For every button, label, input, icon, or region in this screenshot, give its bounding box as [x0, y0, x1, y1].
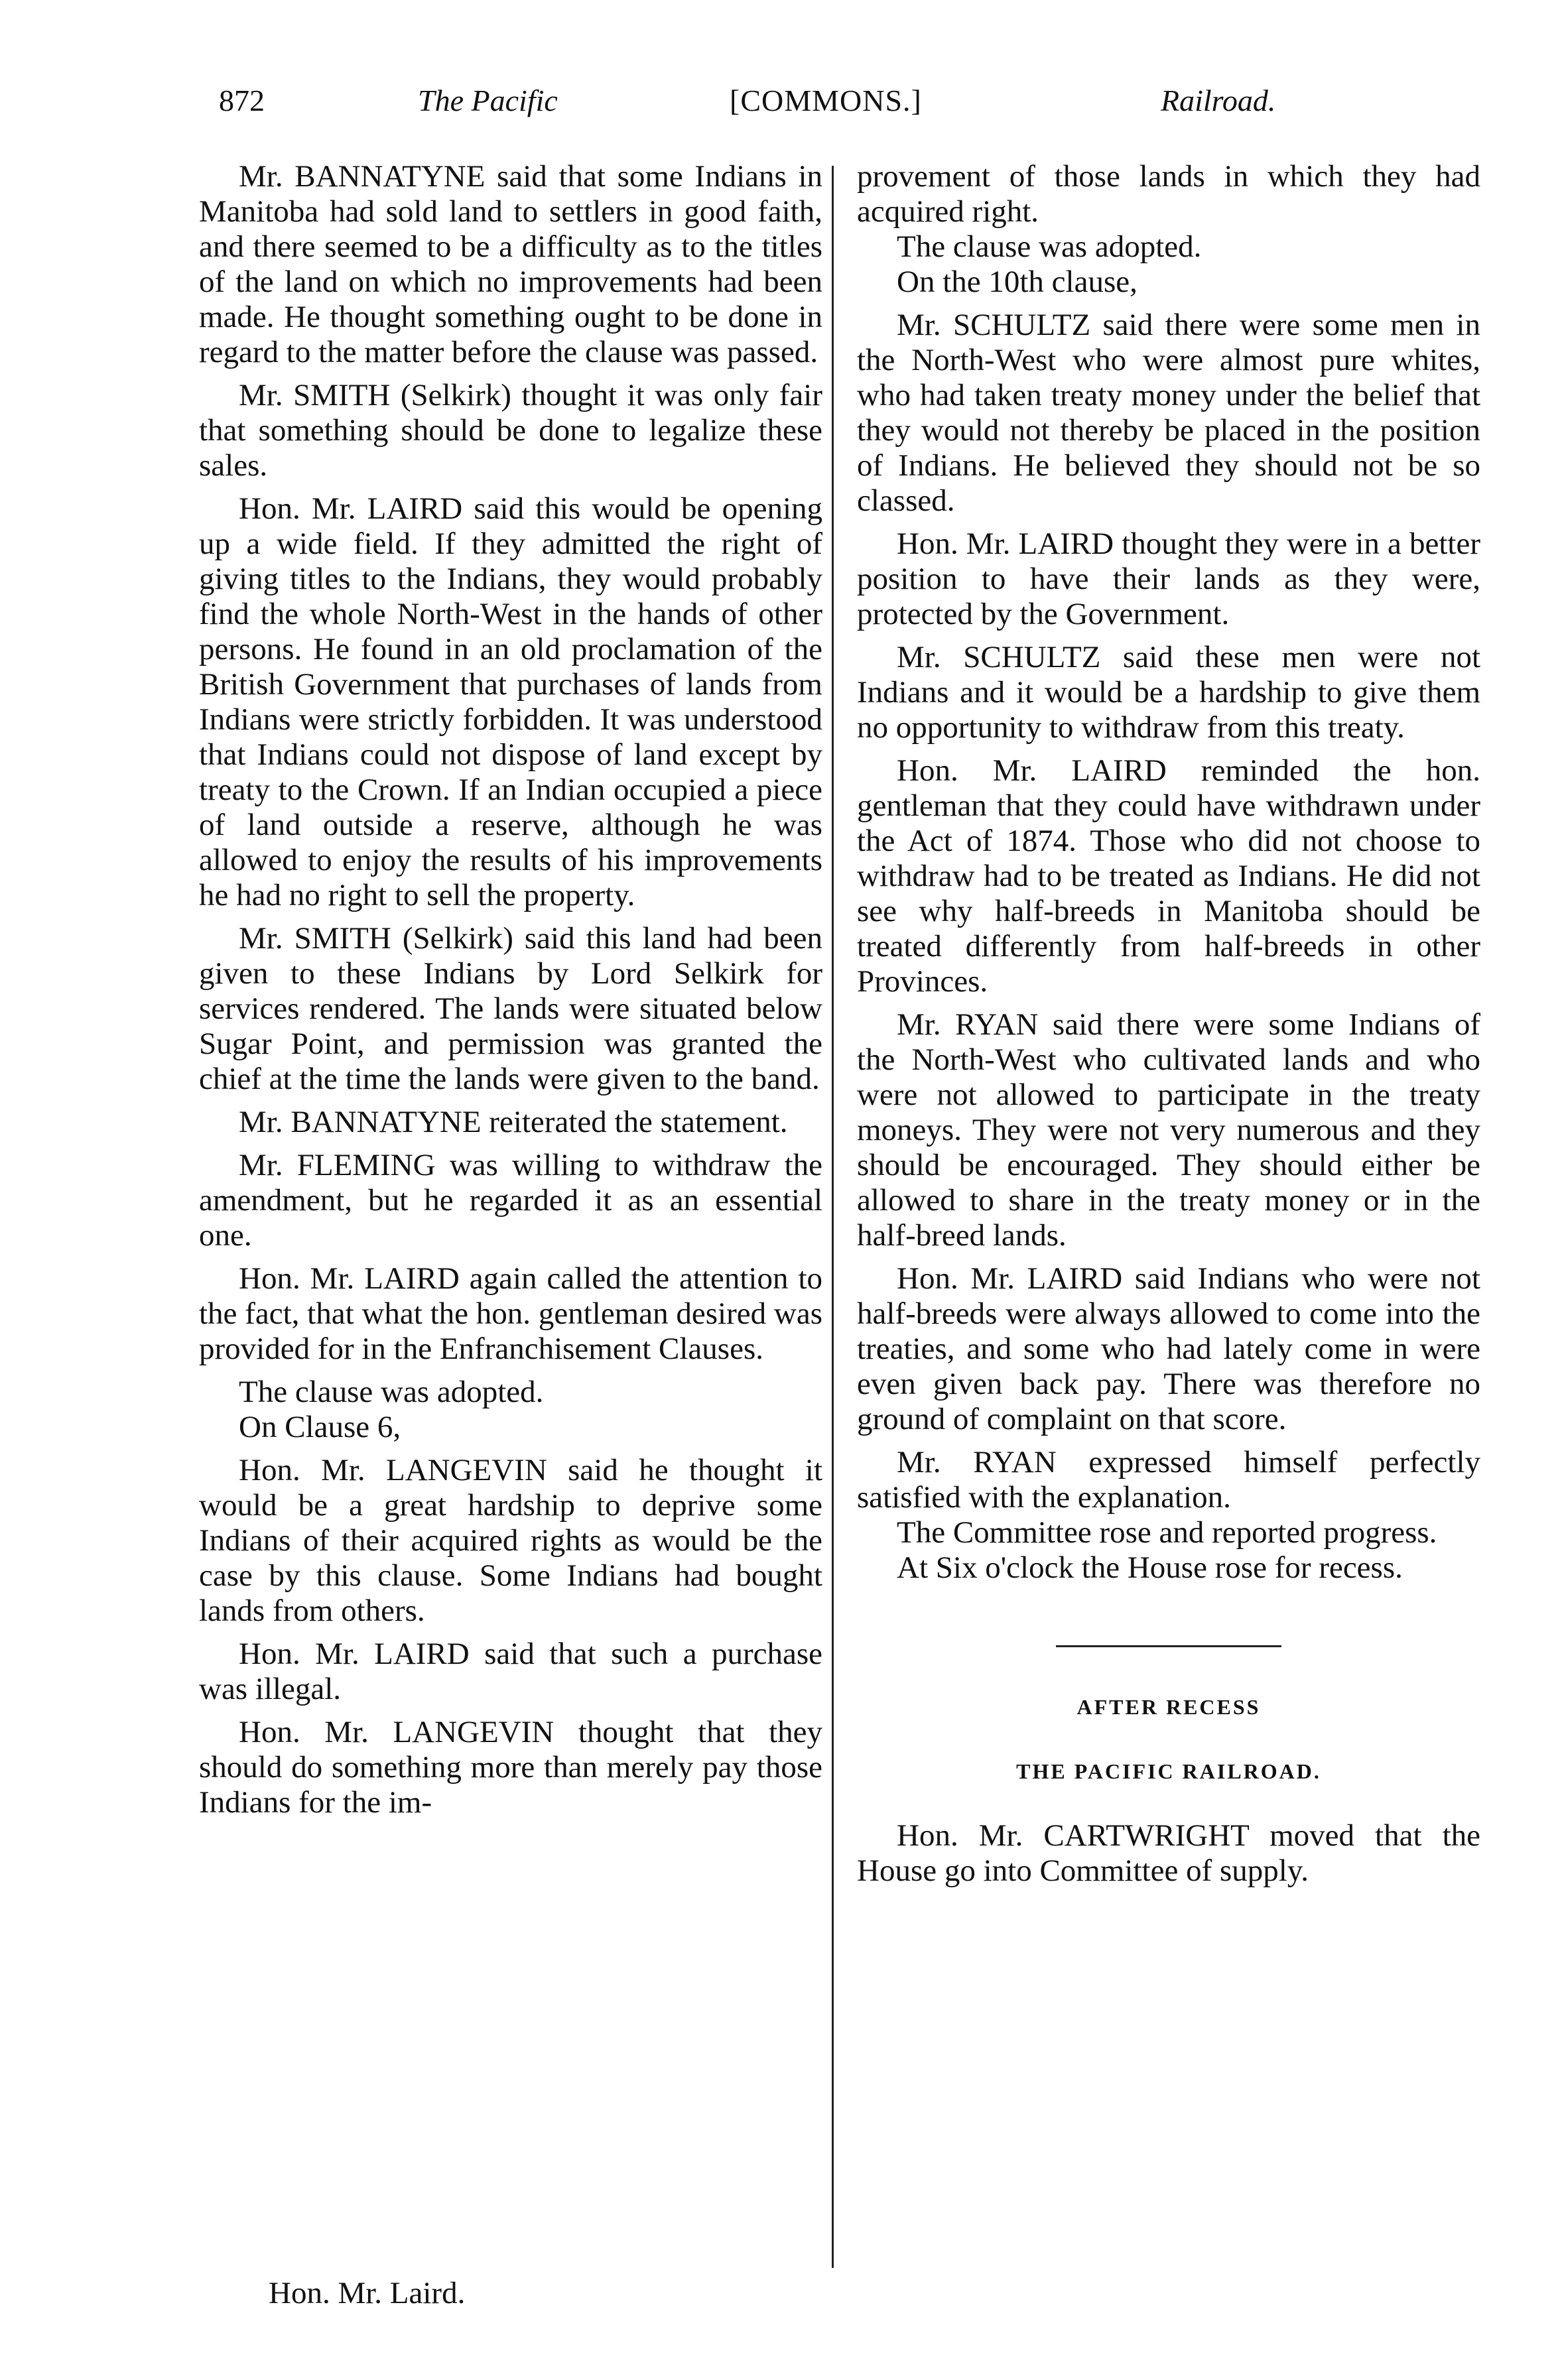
paragraph: Mr. SMITH (Selkirk) said this land had been given to these Indians by Lord Selkirk for services rendered. The lands were situated below Sugar Point, and permission was granted the chief at the time the lands were given to the band. — [199, 921, 822, 1096]
paragraph: Mr. SMITH (Selkirk) thought it was only fair that something should be done to legalize these sales. — [199, 378, 822, 483]
paragraph: Hon. Mr. LAIRD said this would be opening up a wide field. If they admitted the right of giving titles to the Indians, they would probably find the whole North-West in the hands of other persons. He found in an old proclamation of the British Government that purchases of lands from Indians were strictly forbidden. It was understood that Indians could not dispose of land except by treaty to the Crown. If an Indian occupied a piece of land outside a reserve, although he was allowed to enjoy the results of his improvements he had no right to sell the property. — [199, 491, 822, 912]
paragraph: Mr. RYAN said there were some Indians of the North-West who cultivated lands and who were not allowed to participate in the treaty moneys. They were not very numerous and they should be encouraged. They should either be allowed to share in the treaty money or in the half-breed lands. — [857, 1007, 1480, 1253]
header-right-title: Railroad. — [1161, 84, 1276, 117]
left-column — [199, 159, 822, 1828]
paragraph: Hon. Mr. CARTWRIGHT moved that the House go into Committee of supply. — [857, 1818, 1480, 1888]
paragraph: The clause was adopted. — [239, 1375, 544, 1409]
paragraph: Mr. SCHULTZ said there were some men in the North-West who were almost pure whites, who had taken treaty money under the belief that they would not thereby be placed in the position of Indians. He believed they should not be so classed. — [857, 308, 1480, 518]
paragraph: At Six o'clock the House rose for recess. — [897, 1550, 1403, 1585]
paragraph: Hon. Mr. LAIRD said that such a purchase was illegal. — [199, 1637, 822, 1706]
paragraph: Mr. FLEMING was willing to withdraw the amendment, but he regarded it as an essential one. — [199, 1148, 822, 1253]
right-column — [857, 159, 1480, 1897]
paragraph: The Committee rose and reported progress. — [897, 1515, 1437, 1550]
paragraph: provement of those lands in which they had acquired right. — [857, 159, 1480, 229]
paragraph: Hon. Mr. LAIRD thought they were in a better position to have their lands as they were, protected by the Government. — [857, 527, 1480, 631]
header-center-title: [COMMONS.] — [730, 84, 922, 117]
section-heading: AFTER RECESS — [1076, 1695, 1261, 1719]
subsection-heading: THE PACIFIC RAILROAD. — [1016, 1759, 1321, 1783]
paragraph: Mr. BANNATYNE reiterated the statement. — [239, 1105, 788, 1139]
header-left-title: The Pacific — [418, 84, 558, 117]
paragraph: Mr. BANNATYNE said that some Indians in Manitoba had sold land to settlers in good faith, and there seemed to be a difficulty as to the titles of the land on which no improvements had been made. He thought something ought to be done in regard to the matter before the clause was passed. — [199, 159, 822, 369]
paragraph: Hon. Mr. LAIRD said Indians who were not half-breeds were always allowed to come into the treaties, and some who had lately come in were even given back pay. There was therefore no ground of complaint on that score. — [857, 1261, 1480, 1436]
paragraph: Hon. Mr. LANGEVIN said he thought it would be a great hardship to deprive some Indians of their acquired rights as would be the case by this clause. Some Indians had bought lands from others. — [199, 1453, 822, 1628]
paragraph: Hon. Mr. LAIRD reminded the hon. gentleman that they could have withdrawn under the Act of 1874. Those who did not choose to withdraw had to be treated as Indians. He did not see why half-breeds in Manitoba should be treated differently from half-breeds in other Provinces. — [857, 753, 1480, 999]
paragraph: The clause was adopted. — [897, 229, 1202, 264]
section-divider — [1056, 1645, 1281, 1647]
paragraph: On the 10th clause, — [897, 265, 1138, 299]
paragraph: Hon. Mr. LANGEVIN thought that they should do something more than merely pay those Indians for the im- — [199, 1715, 822, 1820]
paragraph: On Clause 6, — [239, 1410, 401, 1444]
page-number: 872 — [219, 84, 265, 117]
running-header — [199, 74, 1327, 127]
column-divider — [832, 166, 834, 2268]
paragraph: Mr. SCHULTZ said these men were not Indians and it would be a hardship to give them no opportunity to withdraw from this treaty. — [857, 640, 1480, 745]
paragraph: Mr. RYAN expressed himself perfectly satisfied with the explanation. — [857, 1445, 1480, 1515]
paragraph: Hon. Mr. LAIRD again called the attention to the fact, that what the hon. gentleman desired was provided for in the Enfranchisement Clauses. — [199, 1261, 822, 1366]
catchword: Hon. Mr. Laird. — [269, 2276, 466, 2310]
